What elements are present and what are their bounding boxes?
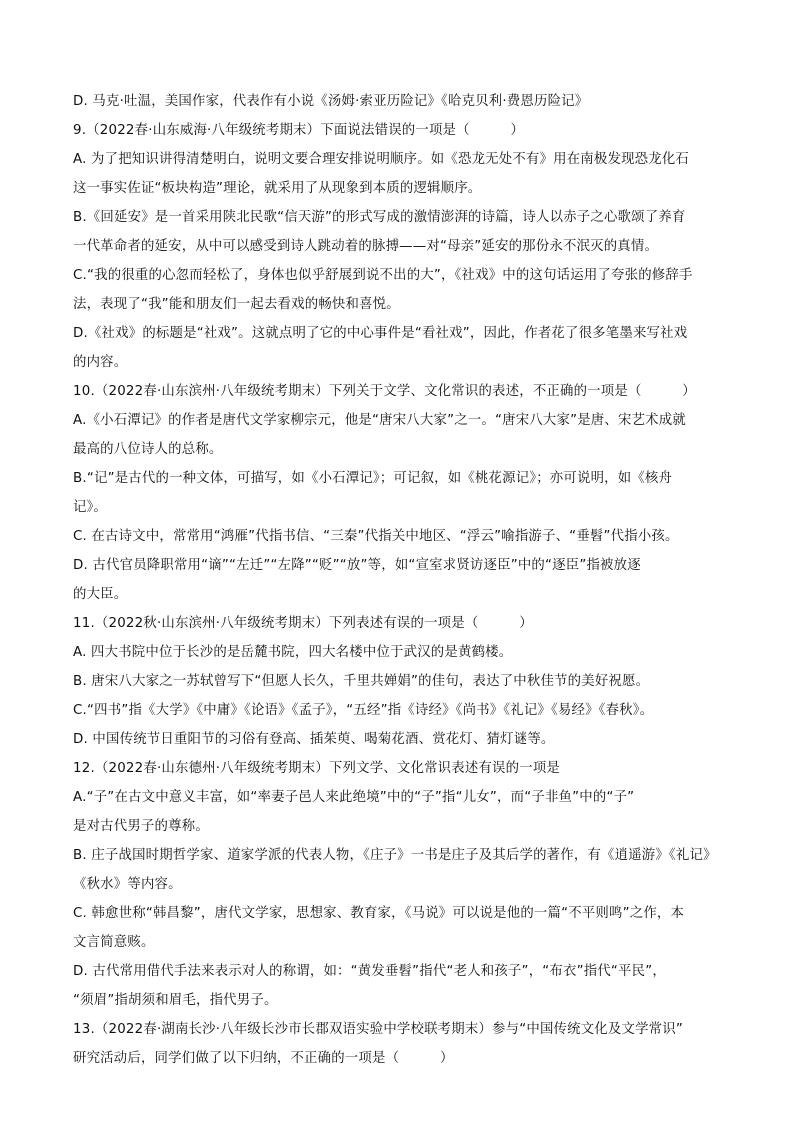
q9-option-c-line-1: C.“我的很重的心忽而轻松了，身体也似乎舒展到说不出的大”，《社戏》中的这句话运用了夸张的修辞手 — [73, 268, 693, 283]
q9-option-b-line-2: 一代革命者的延安，从中可以感受到诗人跳动着的脉搏——对“母亲”延安的那份永不泯灭的真情。 — [73, 239, 659, 254]
q12-option-d-line-2: “须眉”指胡须和眉毛，指代男子。 — [73, 993, 278, 1008]
q12-option-d-line-1: D. 古代常用借代手法来表示对人的称谓，如：“黄发垂髫”指代“老人和孩子”，“布衣”指代“平民”， — [73, 964, 666, 979]
question-13-stem-line-1: 13.（2022春·湖南长沙·八年级长沙市长郡双语实验中学校联考期末）参与“中国传统文化及文学常识” — [73, 1022, 683, 1037]
question-13-stem-line-2: 研究活动后，同学们做了以下归纳，不正确的一项是（ ） — [73, 1051, 454, 1066]
q9-option-a-line-1: A. 为了把知识讲得清楚明白，说明文要合理安排说明顺序。如《恐龙无处不有》用在南极发现恐龙化石 — [73, 152, 690, 167]
q12-option-a-line-2: 是对古代男子的尊称。 — [73, 819, 209, 834]
question-12-stem: 12.（2022春·山东德州·八年级统考期末）下列文学、文化常识表述有误的一项是 — [73, 761, 560, 776]
q12-option-c-line-1: C. 韩愈世称“韩昌黎”，唐代文学家，思想家、教育家，《马说》可以说是他的一篇“不平则鸣”之作，本 — [73, 906, 685, 921]
q10-option-a-line-2: 最高的八位诗人的总称。 — [73, 442, 223, 457]
question-11-stem: 11.（2022秋·山东滨州·八年级统考期末）下列表述有误的一项是（ ） — [73, 616, 533, 631]
q9-option-c-line-2: 法，表现了“我”能和朋友们一起去看戏的畅快和喜悦。 — [73, 297, 400, 312]
q9-option-d-line-1: D.《社戏》的标题是“社戏”。这就点明了它的中心事件是“看社戏”，因此，作者花了很多笔墨来写社戏 — [73, 326, 688, 341]
q12-option-b-line-2: 《秋水》等内容。 — [73, 877, 182, 892]
q9-option-a-line-2: 这一事实佐证“板块构造”理论，就采用了从现象到本质的逻辑顺序。 — [73, 181, 482, 196]
q9-option-b-line-1: B.《回延安》是一首采用陕北民歌“信天游”的形式写成的激情澎湃的诗篇，诗人以赤子之心歌颂了养育 — [73, 210, 686, 225]
q11-option-a: A. 四大书院中位于长沙的是岳麓书院，四大名楼中位于武汉的是黄鹤楼。 — [73, 645, 513, 660]
question-9-stem: 9.（2022春·山东威海·八年级统考期末）下面说法错误的一项是（ ） — [73, 123, 525, 138]
q12-option-a-line-1: A.“子”在古文中意义丰富，如“率妻子邑人来此绝境”中的“子”指“儿女”，而“子非鱼”中的“子” — [73, 790, 635, 805]
q10-option-b-line-1: B.“记”是古代的一种文体，可描写，如《小石潭记》；可记叙，如《桃花源记》；亦可说明，如《核舟 — [73, 471, 673, 486]
q10-option-b-line-2: 记》。 — [73, 500, 108, 515]
q11-option-c: C.“四书”指《大学》《中庸》《论语》《孟子》，“五经”指《诗经》《尚书》《礼记》《易经》《春秋》。 — [73, 703, 654, 718]
question-10-stem: 10.（2022春·山东滨州·八年级统考期末）下列关于文学、文化常识的表述，不正确的一项是（ ） — [73, 384, 696, 399]
q12-option-b-line-1: B. 庄子战国时期哲学家、道家学派的代表人物，《庄子》一书是庄子及其后学的著作，有《逍遥游》《礼记》 — [73, 848, 717, 863]
option-d-line-1: D. 马克·吐温，美国作家，代表作有小说《汤姆·索亚历险记》《哈克贝利·费恩历险记》 — [73, 94, 589, 109]
q10-option-c: C. 在古诗文中，常常用“鸿雁”代指书信、“三秦”代指关中地区、“浮云”喻指游子、“垂髫”代指小孩。 — [73, 529, 679, 544]
q9-option-d-line-2: 的内容。 — [73, 355, 128, 370]
q11-option-b: B. 唐宋八大家之一苏轼曾写下“但愿人长久，千里共婵娟”的佳句，表达了中秋佳节的美好祝愿。 — [73, 674, 650, 689]
q10-option-d-line-1: D. 古代官员降职常用“谪”“左迁”“左降”“贬”“放”等，如“宣室求贤访逐臣”中的“逐臣”指被放逐 — [73, 558, 641, 573]
q10-option-a-line-1: A.《小石潭记》的作者是唐代文学家柳宗元，他是“唐宋八大家”之一。“唐宋八大家”是唐、宋艺术成就 — [73, 413, 686, 428]
q10-option-d-line-2: 的大臣。 — [73, 587, 128, 602]
q12-option-c-line-2: 文言简意赅。 — [73, 935, 155, 950]
q11-option-d: D. 中国传统节日重阳节的习俗有登高、插茱萸、喝菊花酒、赏花灯、猜灯谜等。 — [73, 732, 555, 747]
